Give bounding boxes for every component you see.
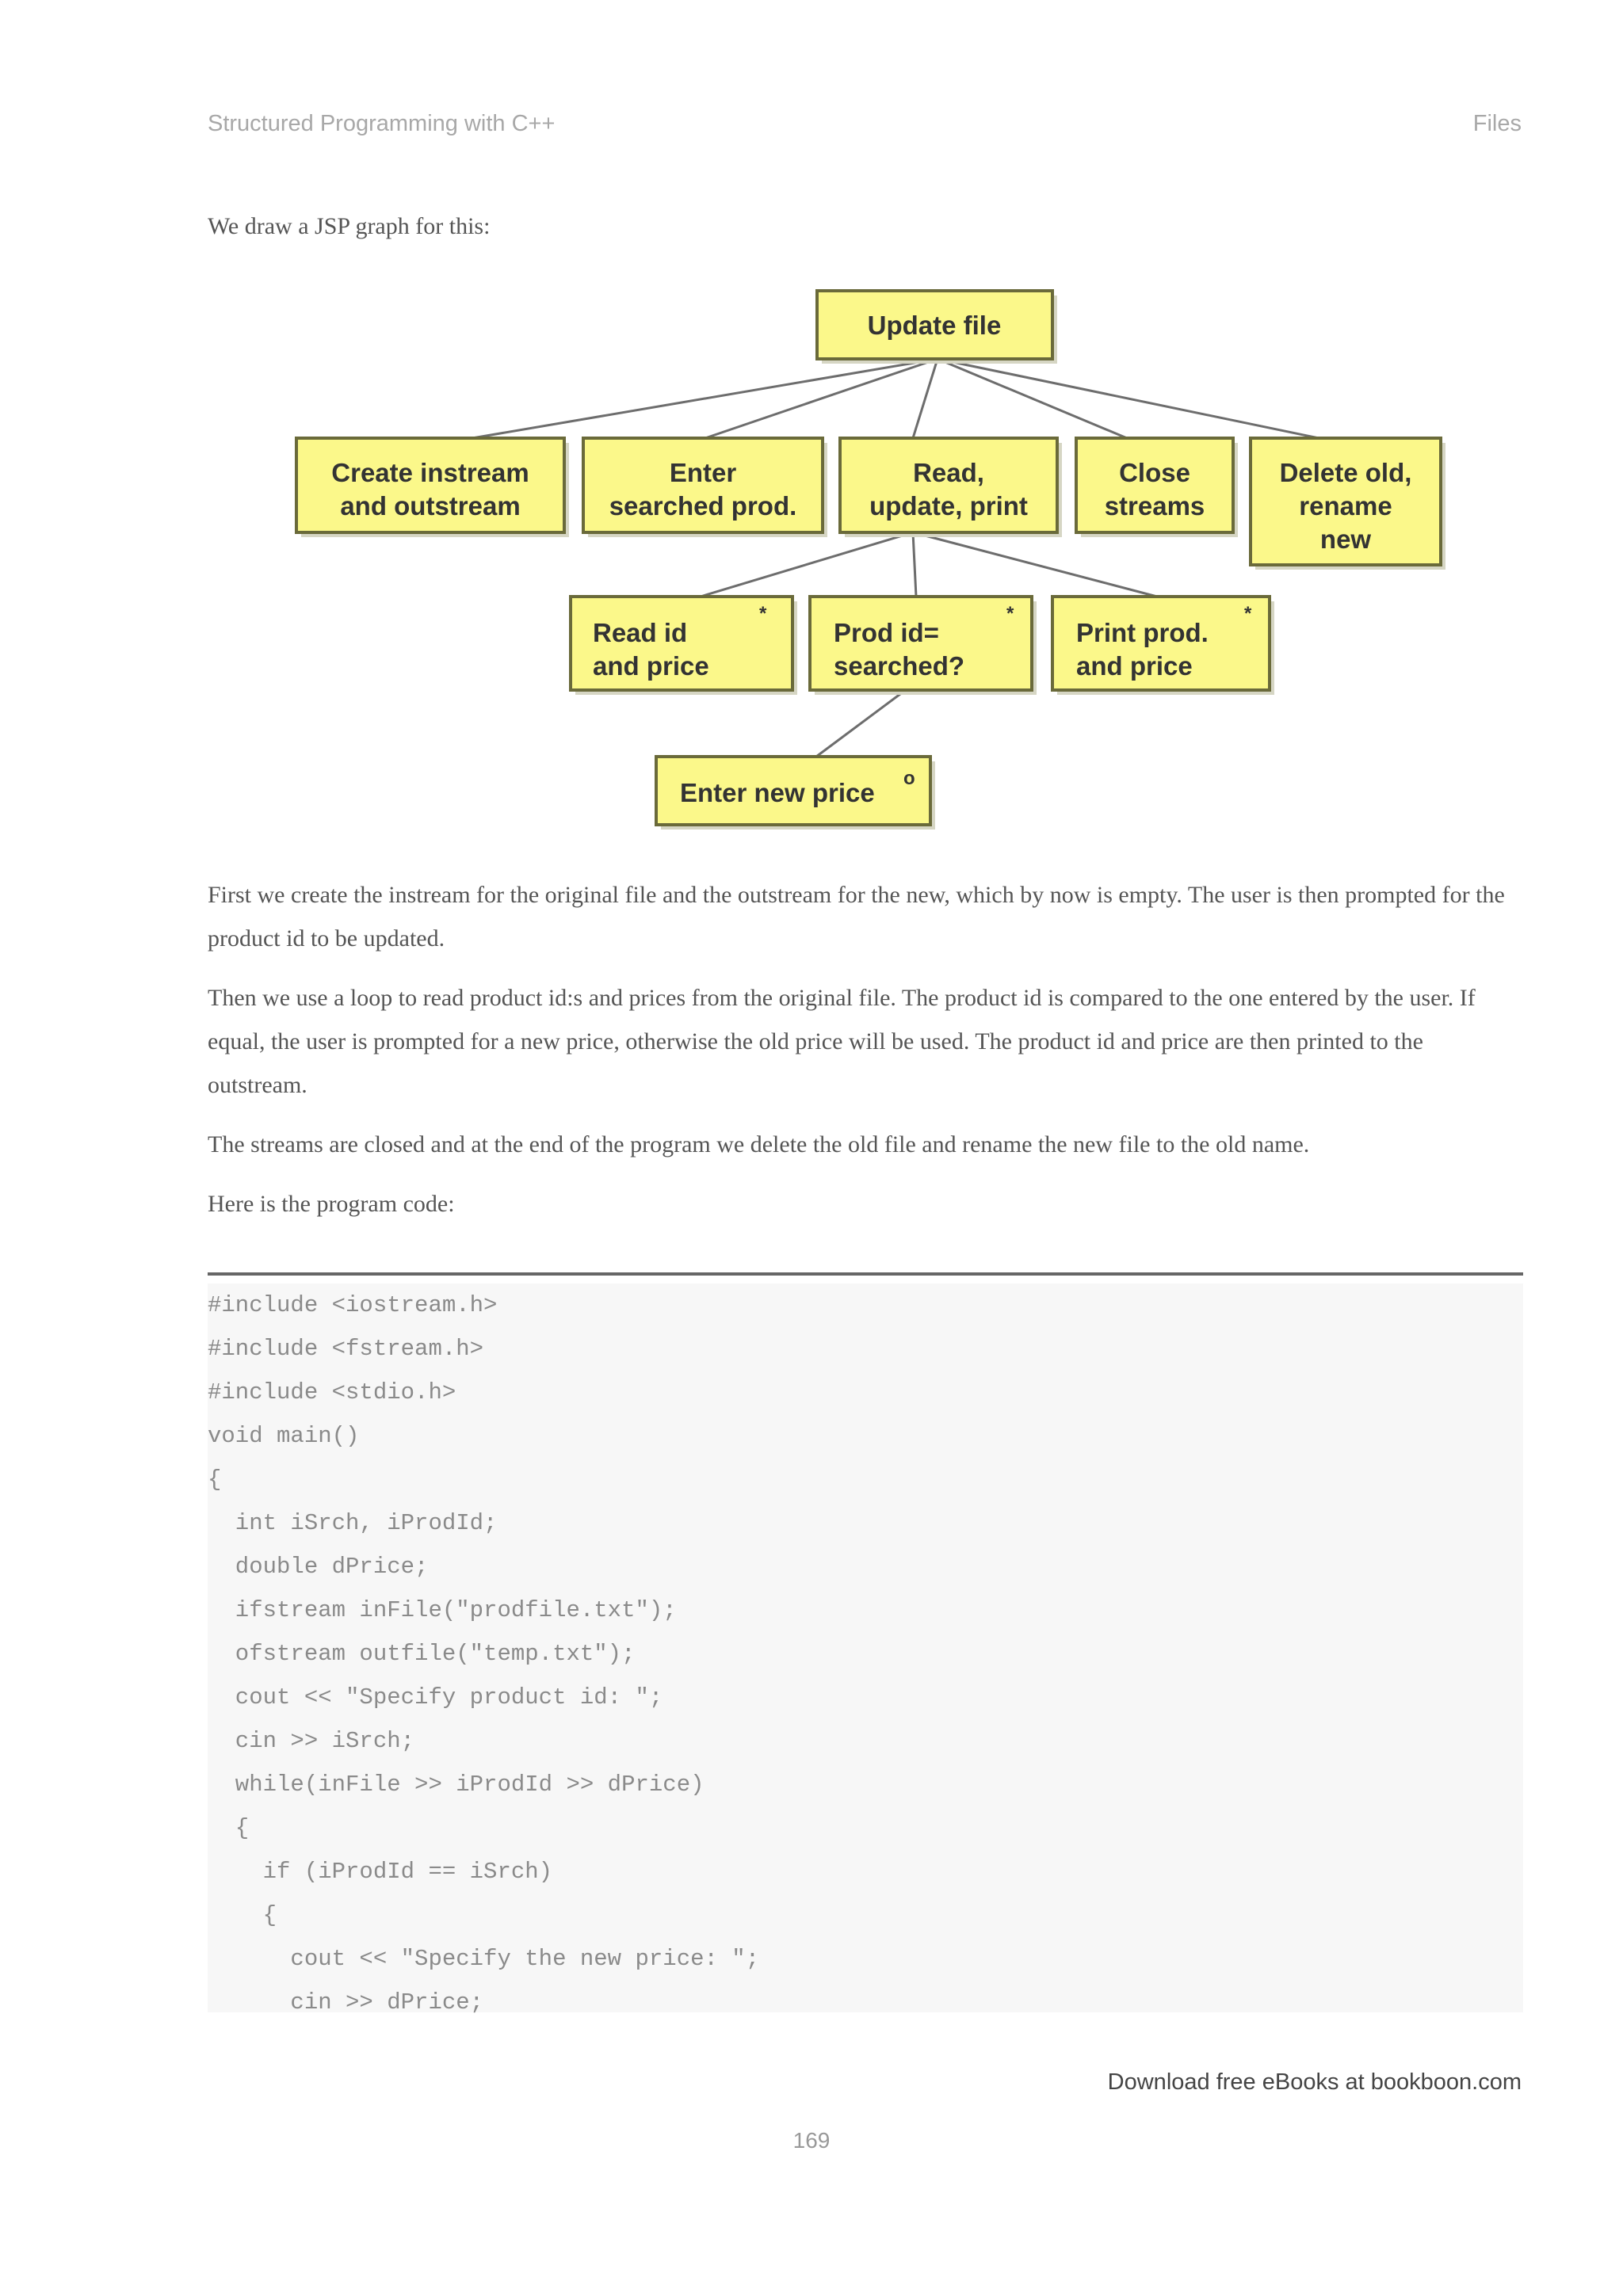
edge-root-create <box>472 359 938 438</box>
node-readid-line-2: and price <box>593 651 709 681</box>
paragraph-3: The streams are closed and at the end of the program we delete the old file and rename the new file to the old name. <box>208 1131 1310 1158</box>
paragraph-4: Here is the program code: <box>208 1191 455 1217</box>
node-readid-iteration-marker: * <box>759 603 767 624</box>
node-close-line-2: streams <box>1104 491 1205 521</box>
code-line: { <box>208 1466 222 1493</box>
node-delete-line-3: new <box>1319 524 1372 554</box>
code-line: ofstream outfile("temp.txt"); <box>208 1641 636 1667</box>
node-print-iteration-marker: * <box>1244 603 1252 624</box>
node-readid-line-1: Read id <box>593 618 688 647</box>
code-line: { <box>208 1902 277 1928</box>
code-line: cin >> dPrice; <box>208 1989 484 2016</box>
node-enter-price-selection-marker: o <box>903 768 915 789</box>
code-line: #include <iostream.h> <box>208 1292 498 1318</box>
node-delete-line-1: Delete old, <box>1279 458 1412 487</box>
node-create-line-1: Create instream <box>331 458 529 487</box>
node-prodid-iteration-marker: * <box>1006 603 1014 624</box>
node-read-line-2: update, print <box>869 491 1028 521</box>
node-print-line-2: and price <box>1076 651 1193 681</box>
code-line: void main() <box>208 1423 360 1449</box>
code-line: cout << "Specify the new price: "; <box>208 1946 760 1972</box>
edge-root-close <box>938 359 1127 438</box>
code-line: while(inFile >> iProdId >> dPrice) <box>208 1772 705 1798</box>
download-ebooks-link[interactable]: Download free eBooks at bookboon.com <box>1107 2069 1522 2095</box>
node-create-line-2: and outstream <box>340 491 521 521</box>
code-line: ifstream inFile("prodfile.txt"); <box>208 1597 677 1623</box>
page-number: 169 <box>792 2128 831 2153</box>
node-update-file-label: Update file <box>867 311 1002 340</box>
paragraph-2: Then we use a loop to read product id:s and prices from the original file. The product id is compared to the one entered by the user. If equal, the user is prompted for a new price, otherwise the old price will be used. The product id and price are then printed to the outstream. <box>208 985 1476 1098</box>
node-close-line-1: Close <box>1119 458 1190 487</box>
book-title: Structured Programming with C++ <box>208 111 556 136</box>
edge-root-delete <box>938 359 1319 438</box>
node-delete-line-2: rename <box>1299 491 1392 521</box>
node-print-line-1: Print prod. <box>1076 618 1209 647</box>
code-top-rule <box>208 1272 1523 1276</box>
edge-read-prodid <box>913 532 916 597</box>
chapter-name: Files <box>1472 111 1522 136</box>
node-enter-price-label: Enter new price <box>680 778 875 807</box>
paragraph-1: First we create the instream for the original file and the outstream for the new, which by now is empty. The user is then prompted for the product id to be updated. <box>208 882 1505 952</box>
code-line: { <box>208 1815 250 1841</box>
node-enter-line-1: Enter <box>669 458 737 487</box>
code-listing <box>208 1283 1523 2016</box>
code-line: cin >> iSrch; <box>208 1728 415 1754</box>
jsp-diagram <box>0 0 1623 871</box>
code-line: int iSrch, iProdId; <box>208 1510 498 1536</box>
intro-text: We draw a JSP graph for this: <box>208 213 491 239</box>
edge-read-readid <box>701 532 913 597</box>
edge-read-print <box>913 532 1157 597</box>
node-prodid-line-2: searched? <box>834 651 965 681</box>
code-line: #include <stdio.h> <box>208 1379 456 1405</box>
node-enter-line-2: searched prod. <box>609 491 797 521</box>
code-line: if (iProdId == iSrch) <box>208 1859 553 1885</box>
explanation-text <box>208 873 1523 1241</box>
node-prodid-line-1: Prod id= <box>834 618 939 647</box>
code-line: double dPrice; <box>208 1554 429 1580</box>
edge-prodid-enter <box>816 692 903 757</box>
edge-root-read <box>913 359 938 438</box>
code-line: cout << "Specify product id: "; <box>208 1684 663 1711</box>
node-read-line-1: Read, <box>913 458 984 487</box>
edge-root-enter <box>705 359 938 438</box>
code-line: #include <fstream.h> <box>208 1336 484 1362</box>
